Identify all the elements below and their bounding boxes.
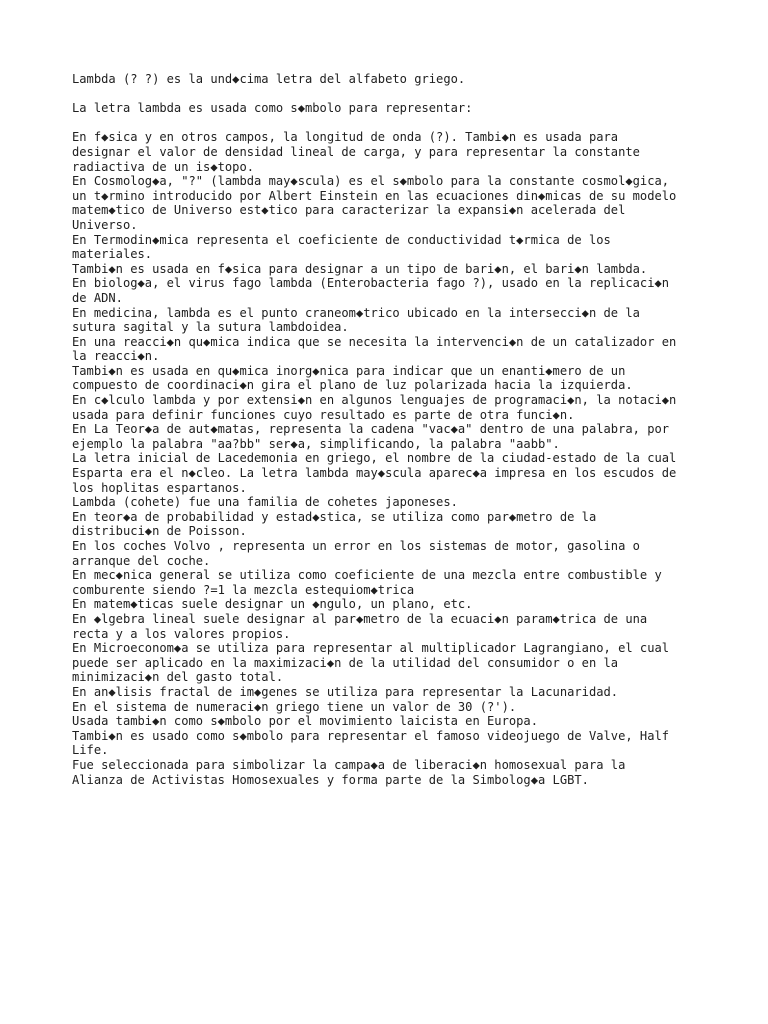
text-line: Usada tambi◆n como s◆mbolo por el movimiento laicista en Europa.: [72, 714, 538, 729]
text-line: En mec◆nica general se utiliza como coeficiente de una mezcla entre combustible y: [72, 568, 662, 583]
text-line: En los coches Volvo , representa un error en los sistemas de motor, gasolina o: [72, 539, 640, 553]
text-line: En f◆sica y en otros campos, la longitud de onda (?). Tambi◆n es usada para: [72, 130, 619, 145]
text-line: En an◆lisis fractal de im◆genes se utiliza para representar la Lacunaridad.: [72, 684, 619, 699]
text-line: La letra inicial de Lacedemonia en griego, el nombre de la ciudad-estado de la cual: [72, 451, 677, 466]
lead-paragraph: [72, 101, 712, 116]
text-line: Universo.: [72, 217, 138, 232]
text-line: En el sistema de numeraci◆n griego tiene un valor de 30 (?').: [72, 699, 517, 714]
text-line: recta y a los valores propios.: [72, 626, 291, 641]
text-line: Tambi◆n es usada en qu◆mica inorg◆nica para indicar que un enanti◆mero de un: [72, 363, 626, 378]
text-line: Alianza de Activistas Homosexuales y forma parte de la Simbolog◆a LGBT.: [72, 772, 589, 787]
text-line: la reacci◆n.: [72, 349, 160, 364]
text-line: usada para definir funciones cuyo resultado es parte de otra funci◆n.: [72, 407, 575, 422]
text-line: distribuci◆n de Poisson.: [72, 524, 247, 539]
intro-paragraph: [72, 72, 712, 87]
text-line: radiactiva de un is◆topo.: [72, 159, 255, 174]
text-line: los hoplitas espartanos.: [72, 480, 247, 495]
text-line: puede ser aplicado en la maximizaci◆n de la utilidad del consumidor o en la: [72, 655, 619, 670]
text-line: Tambi◆n es usada en f◆sica para designar a un tipo de bari◆n, el bari◆n lambda.: [72, 261, 648, 276]
uses-list: [72, 130, 712, 787]
text-line: un t◆rmino introducido por Albert Einstein en las ecuaciones din◆micas de su modelo: [72, 188, 677, 203]
text-line: Life.: [72, 743, 109, 758]
text-line: En una reacci◆n qu◆mica indica que se necesita la intervenci◆n de un catalizador en: [72, 334, 677, 349]
text-line: ejemplo la palabra "aa?bb" ser◆a, simplificando, la palabra "aabb".: [72, 436, 560, 451]
text-line: En Microeconom◆a se utiliza para representar al multiplicador Lagrangiano, el cual: [72, 641, 670, 656]
text-line: En matem◆ticas suele designar un ◆ngulo, un plano, etc.: [72, 597, 473, 612]
text-line: materiales.: [72, 247, 153, 262]
text-line: designar el valor de densidad lineal de carga, y para representar la constante: [72, 144, 640, 159]
text-line: sutura sagital y la sutura lambdoidea.: [72, 320, 349, 335]
text-line: En biolog◆a, el virus fago lambda (Enterobacteria fago ?), usado en la replicaci◆n: [72, 276, 670, 291]
text-line: En La Teor◆a de aut◆matas, representa la cadena "vac◆a" dentro de una palabra, por: [72, 422, 670, 437]
text-line: Fue seleccionada para simbolizar la campa◆a de liberaci◆n homosexual para la: [72, 757, 626, 772]
text-line: Lambda (cohete) fue una familia de cohetes japoneses.: [72, 495, 458, 510]
text-line: de ADN.: [72, 290, 123, 305]
text-line: En medicina, lambda es el punto craneom◆trico ubicado en la intersecci◆n de la: [72, 305, 640, 320]
text-line: Tambi◆n es usado como s◆mbolo para representar el famoso videojuego de Valve, Half: [72, 728, 670, 743]
text-line: matem◆tico de Universo est◆tico para caracterizar la expansi◆n acelerada del: [72, 203, 626, 218]
text-line: Esparta era el n◆cleo. La letra lambda may◆scula aparec◆a impresa en los escudos de: [72, 466, 677, 481]
text-line: En Termodin◆mica representa el coeficiente de conductividad t◆rmica de los: [72, 232, 611, 247]
text-line: Lambda (? ?) es la und◆cima letra del alfabeto griego.: [72, 72, 466, 86]
text-line: En c◆lculo lambda y por extensi◆n en algunos lenguajes de programaci◆n, la notaci◆n: [72, 393, 677, 408]
text-line: compuesto de coordinaci◆n gira el plano de luz polarizada hacia la izquierda.: [72, 378, 633, 393]
text-line: En teor◆a de probabilidad y estad◆stica, se utiliza como par◆metro de la: [72, 509, 597, 524]
text-line: En Cosmolog◆a, "?" (lambda may◆scula) es el s◆mbolo para la constante cosmol◆gica,: [72, 174, 670, 189]
text-line: minimizaci◆n del gasto total.: [72, 670, 284, 685]
text-line: La letra lambda es usada como s◆mbolo para representar:: [72, 101, 473, 116]
text-line: arranque del coche.: [72, 553, 211, 568]
text-line: comburente siendo ?=1 la mezcla estequiom◆trica: [72, 582, 415, 597]
document-page: [72, 72, 712, 787]
text-line: En ◆lgebra lineal suele designar al par◆metro de la ecuaci◆n param◆trica de una: [72, 611, 648, 626]
